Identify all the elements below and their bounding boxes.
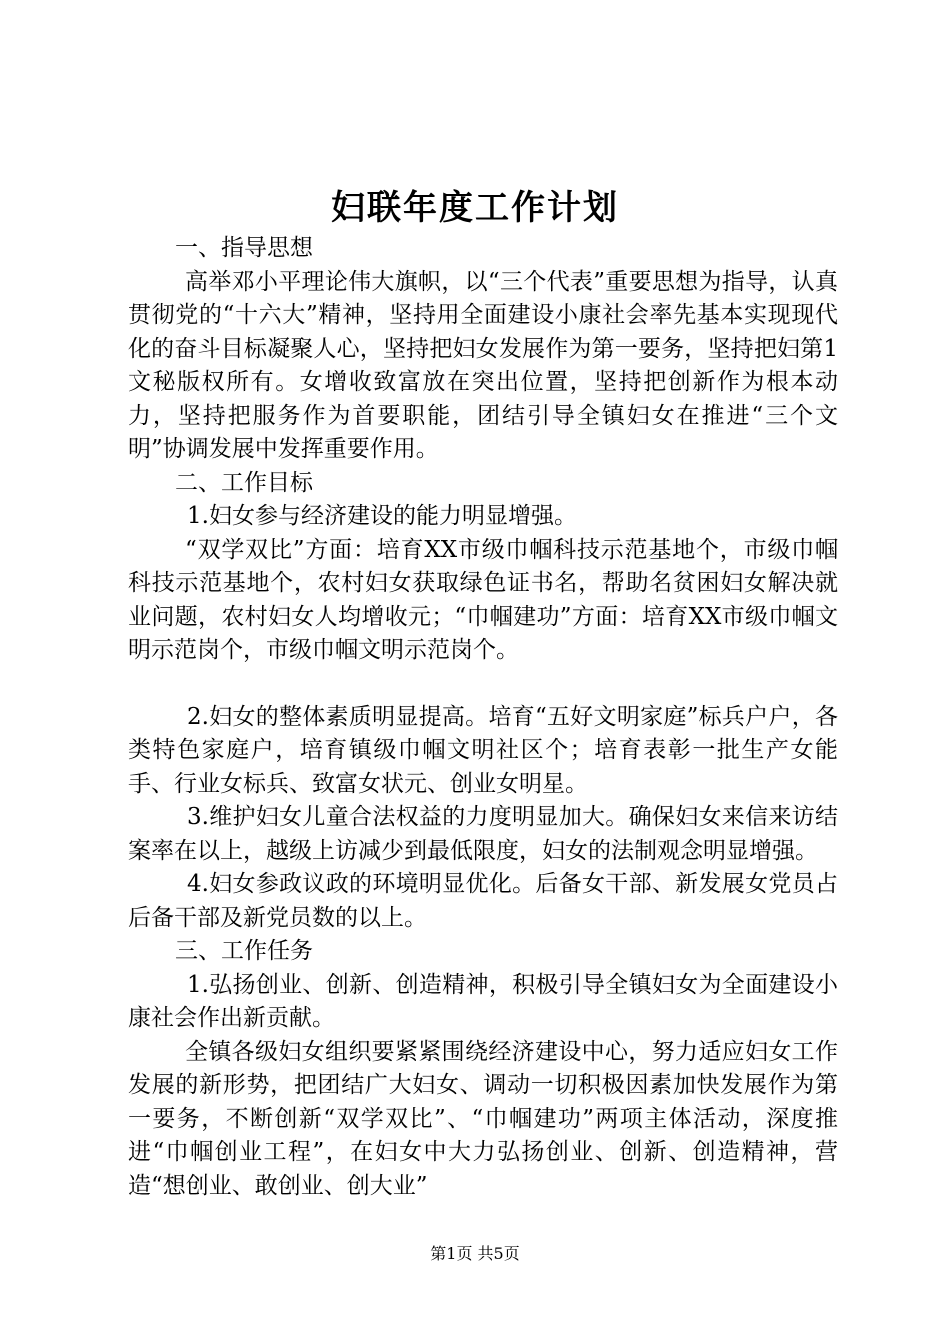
goal-item-2: 2.妇女的整体素质明显提高。培育“五好文明家庭”标兵户户，各类特色家庭户，培育镇级巾帼文明社区个；培育表彰一批生产女能手、行业女标兵、致富女状元、创业女明星。: [128, 703, 838, 797]
paragraph-guiding-ideology: 高举邓小平理论伟大旗帜，以“三个代表”重要思想为指导，认真贯彻党的“十六大”精神，坚持用全面建设小康社会率先基本实现现代化的奋斗目标凝聚人心，坚持把妇女发展作为第一要务，坚持把妇第1文秘版权所有。女增收致富放在突出位置，坚持把创新作为根本动力，坚持把服务作为首要职能，团结引导全镇妇女在推进“三个文明”协调发展中发挥重要作用。: [128, 268, 838, 462]
goal-item-3: 3.维护妇女儿童合法权益的力度明显加大。确保妇女来信来访结案率在以上，越级上访减少到最低限度，妇女的法制观念明显增强。: [128, 804, 838, 864]
paragraph-double-study: “双学双比”方面：培育XX市级巾帼科技示范基地个，市级巾帼科技示范基地个，农村妇女获取绿色证书名，帮助名贫困妇女解决就业问题，农村妇女人均增收元；“巾帼建功”方面：培育XX市级巾帼文明示范岗个，市级巾帼文明示范岗个。: [128, 536, 838, 663]
goal-item-1: 1.妇女参与经济建设的能力明显增强。: [187, 503, 577, 529]
section-heading-work-tasks: 三、工作任务: [175, 938, 313, 964]
goal-item-4: 4.妇女参政议政的环境明显优化。后备女干部、新发展女党员占后备干部及新党员数的以上。: [128, 871, 838, 931]
document-title: 妇联年度工作计划: [331, 188, 619, 228]
paragraph-task-detail: 全镇各级妇女组织要紧紧围绕经济建设中心，努力适应妇女工作发展的新形势，把团结广大妇女、调动一切积极因素加快发展作为第一要务，不断创新“双学双比”、“巾帼建功”两项主体活动，深度推进“巾帼创业工程”，在妇女中大力弘扬创业、创新、创造精神，营造“想创业、敢创业、创大业”: [128, 1038, 838, 1199]
document-body: [128, 232, 838, 1203]
section-heading-guiding-ideology: 一、指导思想: [175, 235, 313, 261]
task-item-1: 1.弘扬创业、创新、创造精神，积极引导全镇妇女为全面建设小康社会作出新贡献。: [128, 971, 838, 1031]
page-footer: 第1页 共5页: [430, 1244, 520, 1263]
section-heading-work-goals: 二、工作目标: [175, 469, 313, 496]
blank-line: [128, 668, 838, 701]
